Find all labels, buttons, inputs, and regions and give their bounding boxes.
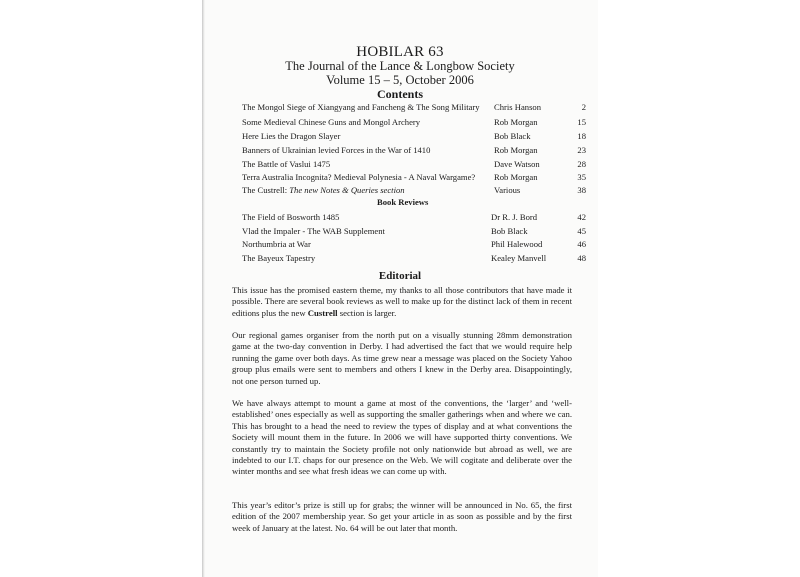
toc-title [242,185,405,195]
review-page: 42 [577,212,586,222]
review-title: Northumbria at War [242,239,311,249]
toc-page: 35 [577,172,586,182]
toc-author: Chris Hanson [494,102,542,112]
contents-heading: Contents [376,87,423,101]
journal-title: HOBILAR 63 [356,44,444,60]
review-page: 48 [577,253,586,263]
table-of-contents [202,0,598,270]
review-page: 46 [577,239,586,249]
journal-subtitle: The Journal of the Lance & Longbow Society [285,59,515,73]
review-author: Phil Halewood [491,239,543,249]
toc-page: 28 [577,159,586,169]
review-title: Vlad the Impaler - The WAB Supplement [242,226,385,236]
toc-author: Dave Watson [494,159,540,169]
review-title: The Bayeux Tapestry [242,253,316,263]
review-author: Kealey Manvell [491,253,547,263]
toc-title: The Mongol Siege of Xiangyang and Fancheng & The Song Military [242,102,480,112]
toc-author: Rob Morgan [494,145,538,155]
toc-author: Various [494,185,521,195]
toc-title-italic: The new Notes & Queries section [289,185,405,195]
custrell-bold: Custrell [307,307,338,318]
journal-page [202,0,598,577]
book-reviews-heading: Book Reviews [377,197,429,207]
toc-title: Terra Australia Incognita? Medieval Polynesia - A Naval Wargame? [242,172,476,182]
review-page: 45 [577,226,586,236]
toc-page: 15 [577,117,586,127]
editorial-heading: Editorial [378,270,422,282]
toc-title-main: The Custrell: [242,185,290,195]
toc-title: Here Lies the Dragon Slayer [242,131,341,141]
paragraph-text: This issue has the promised eastern theme, my thanks to all those contributors that have made it possible. There are several book reviews as well to make up for the distinct lack of them in recent editions plus the new [232,285,572,318]
review-author: Bob Black [491,226,528,236]
editorial-paragraph-1 [232,285,572,319]
review-author: Dr R. J. Bord [491,212,538,222]
toc-title: Banners of Ukrainian levied Forces in the War of 1410 [242,145,431,155]
toc-author: Bob Black [494,131,531,141]
toc-author: Rob Morgan [494,172,538,182]
toc-title: The Battle of Vaslui 1475 [242,159,331,169]
toc-page: 2 [581,102,586,112]
toc-author: Rob Morgan [494,117,538,127]
editorial-paragraph-4: This year’s editor’s prize is still up for grabs; the winner will be announced in No. 65, the first edition of the 2007 membership year. So get your article in as soon as possible and by the first week of January at the latest. No. 64 will be out later that month. [232,500,572,533]
editorial-paragraph-2: Our regional games organiser from the north put on a visually stunning 28mm demonstration game at the two-day convention in Derby. I had advertised the fact that we would require help running the game over both days. As time grew near a message was placed on the Society Yahoo group plus emails were sent to members and others I knew in the Derby area. Disappointingly, not one person turned up. [232,330,572,386]
volume-line: Volume 15 – 5, October 2006 [326,73,474,87]
toc-page: 38 [577,185,586,195]
toc-page: 18 [577,131,586,141]
toc-title: Some Medieval Chinese Guns and Mongol Archery [242,117,421,127]
editorial-paragraph-3: We have always attempt to mount a game at most of the conventions, the ‘larger’ and ‘well-established’ ones especially as well as supporting the smaller gatherings when and where we can. This has brought to a head the need to review the types of display and at what conventions the Society will mount them in the future. In 2006 we will have supported thirty conventions. We constantly try to maintain the Society profile not only nationwide but abroad as well, we are indebted to our I.T. chaps for our presence on the Web. We will cogitate and deliberate over the winter months and see what fresh ideas we can come up with. [232,398,572,477]
paragraph-text: section is larger. [337,307,397,318]
review-title: The Field of Bosworth 1485 [242,212,340,222]
toc-page: 23 [577,145,586,155]
